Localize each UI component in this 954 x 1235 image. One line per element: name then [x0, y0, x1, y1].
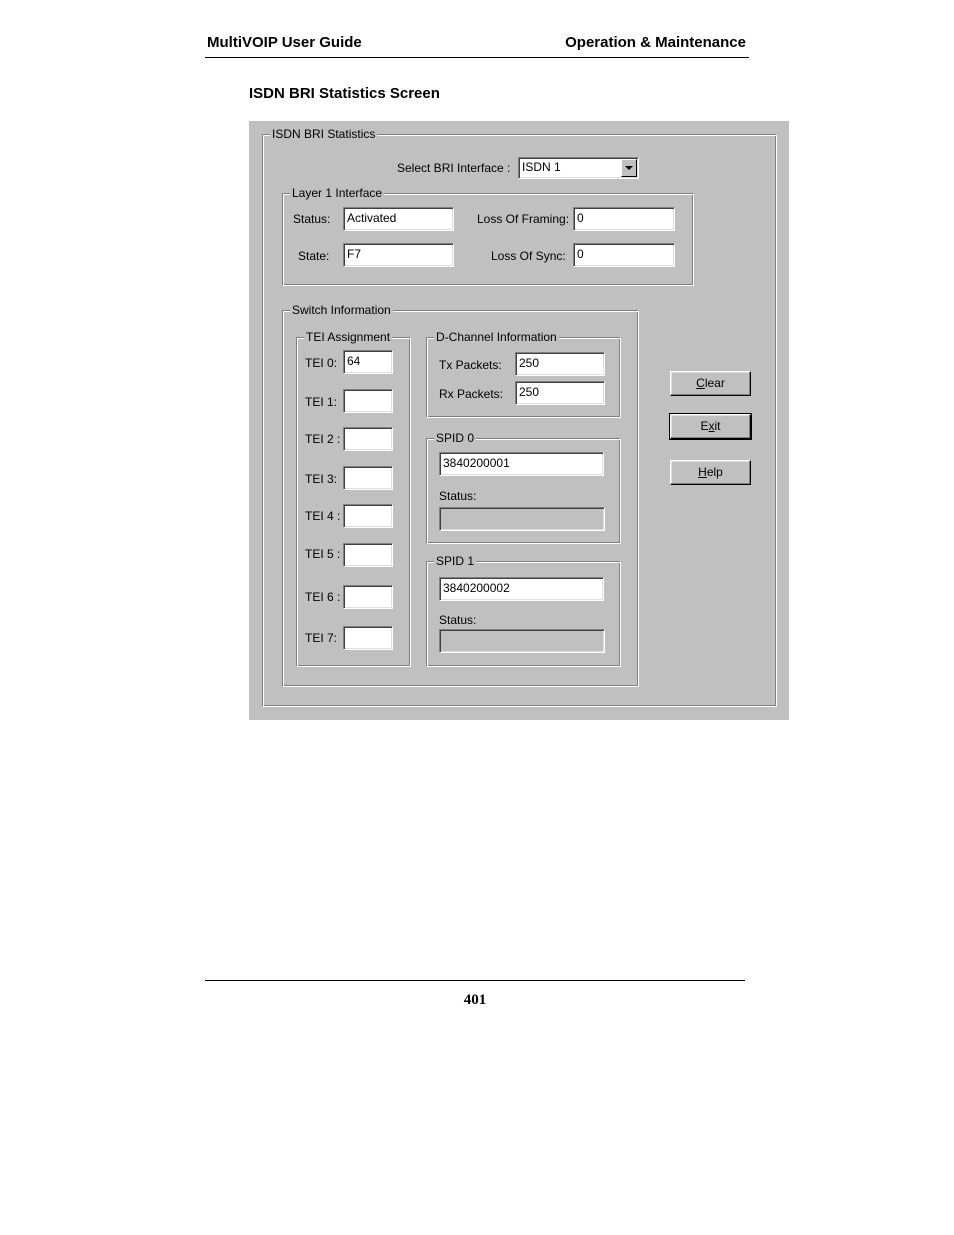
spid1-status-label: Status:: [439, 613, 477, 627]
tei-field[interactable]: [343, 626, 393, 650]
spid1-status-field: [439, 629, 605, 653]
tei-label: TEI 0:: [305, 356, 338, 370]
header-chapter-title: Operation & Maintenance: [565, 34, 746, 51]
page-number: 401: [463, 992, 487, 1008]
loss-of-framing-field[interactable]: 0: [573, 207, 675, 231]
status-field[interactable]: Activated: [343, 207, 454, 231]
tei-field[interactable]: [343, 427, 393, 451]
tei-label: TEI 6 :: [305, 590, 341, 604]
header-guide-title: MultiVOIP User Guide: [207, 34, 362, 51]
d-channel-information-group: [426, 330, 621, 418]
tx-packets-label: Tx Packets:: [439, 358, 502, 372]
tei-field[interactable]: 64: [343, 350, 393, 374]
section-title: ISDN BRI Statistics Screen: [249, 85, 440, 102]
tei-assignment-group: [296, 330, 411, 667]
tei-label: TEI 2 :: [305, 432, 341, 446]
spid0-status-field: [439, 507, 605, 531]
spid1-title: SPID 1: [436, 554, 475, 568]
spid0-field[interactable]: 3840200001: [439, 452, 604, 476]
loss-of-sync-label: Loss Of Sync:: [491, 249, 566, 263]
state-label: State:: [298, 249, 330, 263]
rx-packets-label: Rx Packets:: [439, 387, 504, 401]
clear-button[interactable]: Clear: [670, 371, 751, 396]
d-channel-title: D-Channel Information: [436, 330, 557, 344]
tei-label: TEI 3:: [305, 472, 338, 486]
footer-rule: [205, 980, 745, 981]
spid1-field[interactable]: 3840200002: [439, 577, 604, 601]
tei-label: TEI 7:: [305, 631, 338, 645]
tx-packets-field[interactable]: 250: [515, 352, 605, 376]
tei-field[interactable]: [343, 543, 393, 567]
header-rule: [205, 57, 749, 58]
bri-interface-dropdown[interactable]: [518, 157, 639, 179]
isdn-bri-statistics-window: [249, 121, 789, 720]
help-button[interactable]: Help: [670, 460, 751, 485]
tei-field[interactable]: [343, 585, 393, 609]
loss-of-framing-label: Loss Of Framing:: [477, 212, 570, 226]
exit-button[interactable]: Exit: [670, 414, 751, 439]
state-field[interactable]: F7: [343, 243, 454, 267]
bri-interface-value: ISDN 1: [522, 160, 561, 174]
layer1-title: Layer 1 Interface: [292, 186, 383, 200]
spid0-status-label: Status:: [439, 489, 477, 503]
tei-label: TEI 1:: [305, 395, 338, 409]
rx-packets-field[interactable]: 250: [515, 381, 605, 405]
tei-label: TEI 4 :: [305, 509, 341, 523]
select-bri-interface-label: Select BRI Interface :: [397, 161, 511, 175]
tei-label: TEI 5 :: [305, 547, 341, 561]
tei-field[interactable]: [343, 504, 393, 528]
switch-information-title: Switch Information: [292, 303, 391, 317]
group-title: ISDN BRI Statistics: [272, 127, 376, 141]
tei-field[interactable]: [343, 466, 393, 490]
chevron-down-icon[interactable]: [621, 159, 637, 177]
status-label: Status:: [293, 212, 331, 226]
tei-field[interactable]: [343, 389, 393, 413]
spid0-title: SPID 0: [436, 431, 475, 445]
loss-of-sync-field[interactable]: 0: [573, 243, 675, 267]
tei-assignment-title: TEI Assignment: [306, 330, 391, 344]
